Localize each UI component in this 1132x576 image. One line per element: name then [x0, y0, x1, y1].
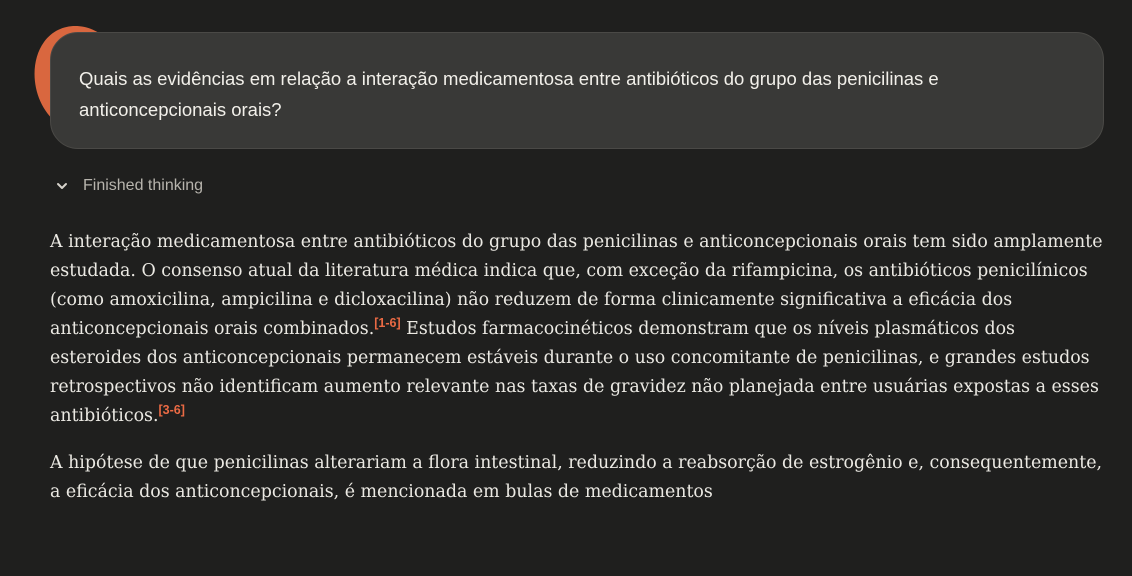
paragraph-text: Estudos farmacocinéticos demonstram que os níveis plasmáticos dos esteroides dos anticoncepcionais permanecem estáveis durante o uso concomitante de penicilinas, e grandes estudos retrospectivos não identificam aumento relevante nas taxas de gravidez não planejada entre usuárias expostas a esses antibióticos.	[50, 319, 1099, 426]
response-paragraph	[50, 449, 1110, 507]
thinking-toggle[interactable]	[55, 172, 203, 200]
citation-link[interactable]: [1-6]	[374, 316, 401, 330]
citation-link[interactable]: [3-6]	[158, 403, 185, 417]
paragraph-text: A interação medicamentosa entre antibióticos do grupo das penicilinas e anticoncepcionais orais tem sido amplamente estudada. O consenso atual da literatura médica indica que, com exceção da rifampicina, os antibióticos penicilínicos (como amoxicilina, ampicilina e dicloxacilina) não reduzem de forma clinicamente significativa a eficácia dos anticoncepcionais orais combinados.	[50, 232, 1103, 339]
user-message-text: Quais as evidências em relação a interação medicamentosa entre antibióticos do grupo das penicilinas e anticoncepcionais orais?	[79, 68, 939, 120]
thinking-label: Finished thinking	[83, 177, 204, 194]
response-paragraph	[50, 228, 1110, 431]
user-message-bubble	[50, 32, 1104, 149]
chevron-down-icon	[55, 179, 69, 193]
paragraph-text: A hipótese de que penicilinas alterariam a flora intestinal, reduzindo a reabsorção de estrogênio e, consequentemente, a eficácia dos anticoncepcionais, é mencionada em bulas de medicamentos	[50, 453, 1103, 502]
assistant-response	[50, 228, 1110, 525]
